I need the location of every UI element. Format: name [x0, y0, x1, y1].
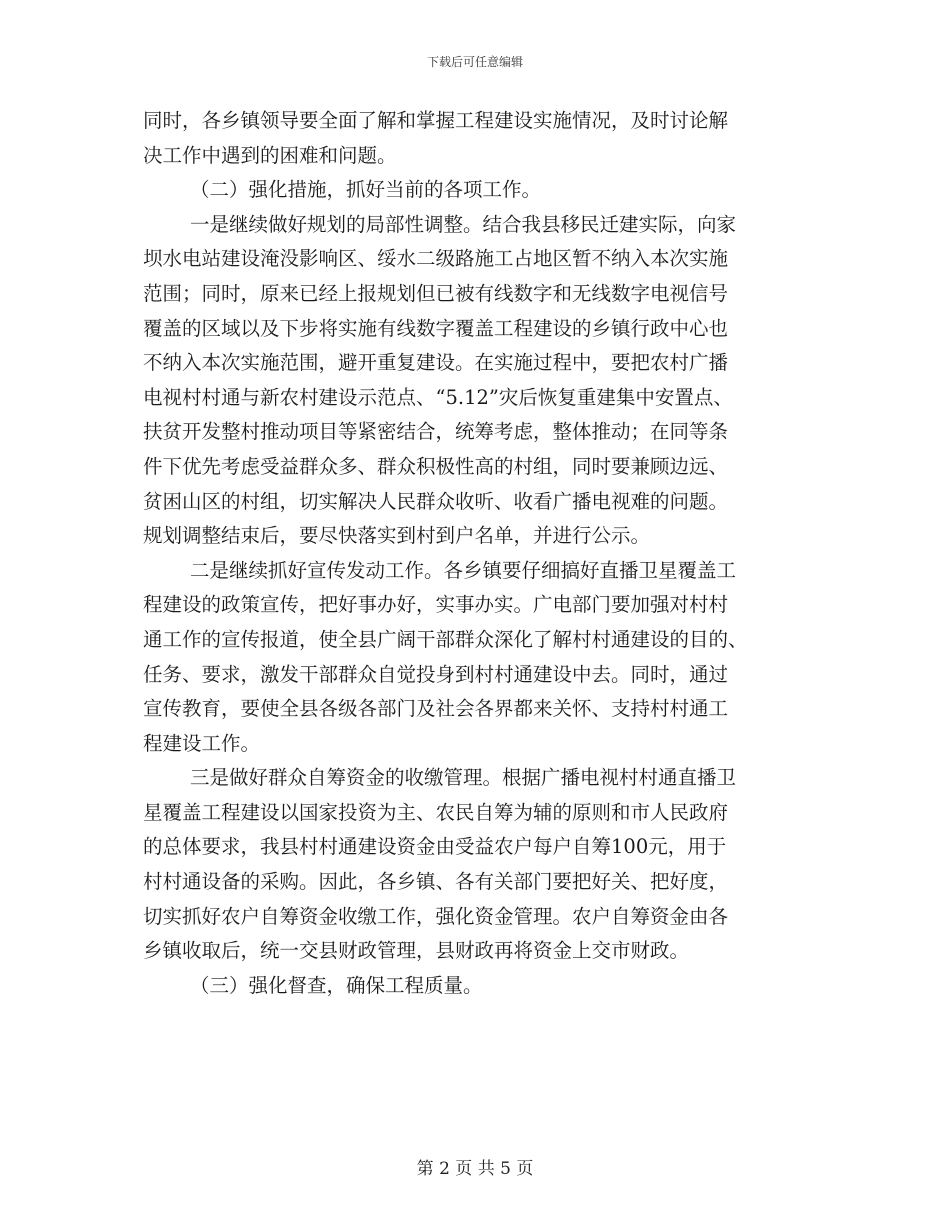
- text-line: 切实抓好农户自筹资金收缴工作，强化资金管理。农户自筹资金由各: [143, 904, 729, 928]
- text-line: 任务、要求，激发干部群众自觉投身到村村通建设中去。同时，通过: [143, 662, 729, 686]
- text-line: 通工作的宣传报道，使全县广阔干部群众深化了解村村通建设的目的、: [143, 627, 748, 651]
- text-line: 星覆盖工程建设以国家投资为主、农民自筹为辅的原则和市人民政府: [143, 800, 729, 824]
- text-line: 程建设工作。: [143, 731, 261, 755]
- text-line: 的总体要求，我县村村通建设资金由受益农户每户自筹100元，用于: [143, 835, 727, 859]
- text-line: 乡镇收取后，统一交县财政管理，县财政再将资金上交市财政。: [143, 939, 690, 963]
- text-line: 坝水电站建设淹没影响区、绥水二级路施工占地区暂不纳入本次实施: [143, 247, 729, 271]
- text-line: 村村通设备的采购。因此，各乡镇、各有关部门要把好关、把好度，: [143, 870, 729, 894]
- text-line: 覆盖的区域以及下步将实施有线数字覆盖工程建设的乡镇行政中心也: [143, 316, 729, 340]
- text-line: （三）强化督查，确保工程质量。: [190, 973, 483, 997]
- page-header: 下载后可任意编辑: [426, 55, 523, 69]
- text-line: 程建设的政策宣传，把好事办好，实事办实。广电部门要加强对村村: [143, 593, 729, 617]
- text-line: 不纳入本次实施范围，避开重复建设。在实施过程中，要把农村广播: [143, 351, 729, 375]
- text-line: 宣传教育，要使全县各级各部门及社会各界都来关怀、支持村村通工: [143, 697, 729, 721]
- document-body: [143, 104, 815, 1003]
- text-line: 范围；同时，原来已经上报规划但已被有线数字和无线数字电视信号: [143, 281, 729, 305]
- text-line: 同时，各乡镇领导要全面了解和掌握工程建设实施情况，及时讨论解: [143, 109, 729, 132]
- text-line: 电视村村通与新农村建设示范点、“5.12”灾后恢复重建集中安置点、: [143, 385, 733, 409]
- text-line: 规划调整结束后，要尽快落实到村到户名单，并进行公示。: [143, 524, 651, 548]
- page-footer: 第 2 页 共 5 页: [416, 1159, 534, 1179]
- text-line: 贫困山区的村组，切实解决人民群众收听、收看广播电视难的问题。: [143, 489, 729, 513]
- text-line: 扶贫开发整村推动项目等紧密结合，统筹考虑，整体推动；在同等条: [143, 420, 729, 444]
- text-line: 三是做好群众自筹资金的收缴管理。根据广播电视村村通直播卫: [190, 766, 737, 790]
- text-line: 二是继续抓好宣传发动工作。各乡镇要仔细搞好直播卫星覆盖工: [190, 558, 737, 582]
- text-line: 件下优先考虑受益群众多、群众积极性高的村组，同时要兼顾边远、: [143, 454, 729, 478]
- text-line: 一是继续做好规划的局部性调整。结合我县移民迁建实际，向家: [190, 212, 737, 236]
- text-line: 决工作中遇到的困难和问题。: [143, 143, 397, 167]
- text-line: （二）强化措施，抓好当前的各项工作。: [190, 178, 542, 202]
